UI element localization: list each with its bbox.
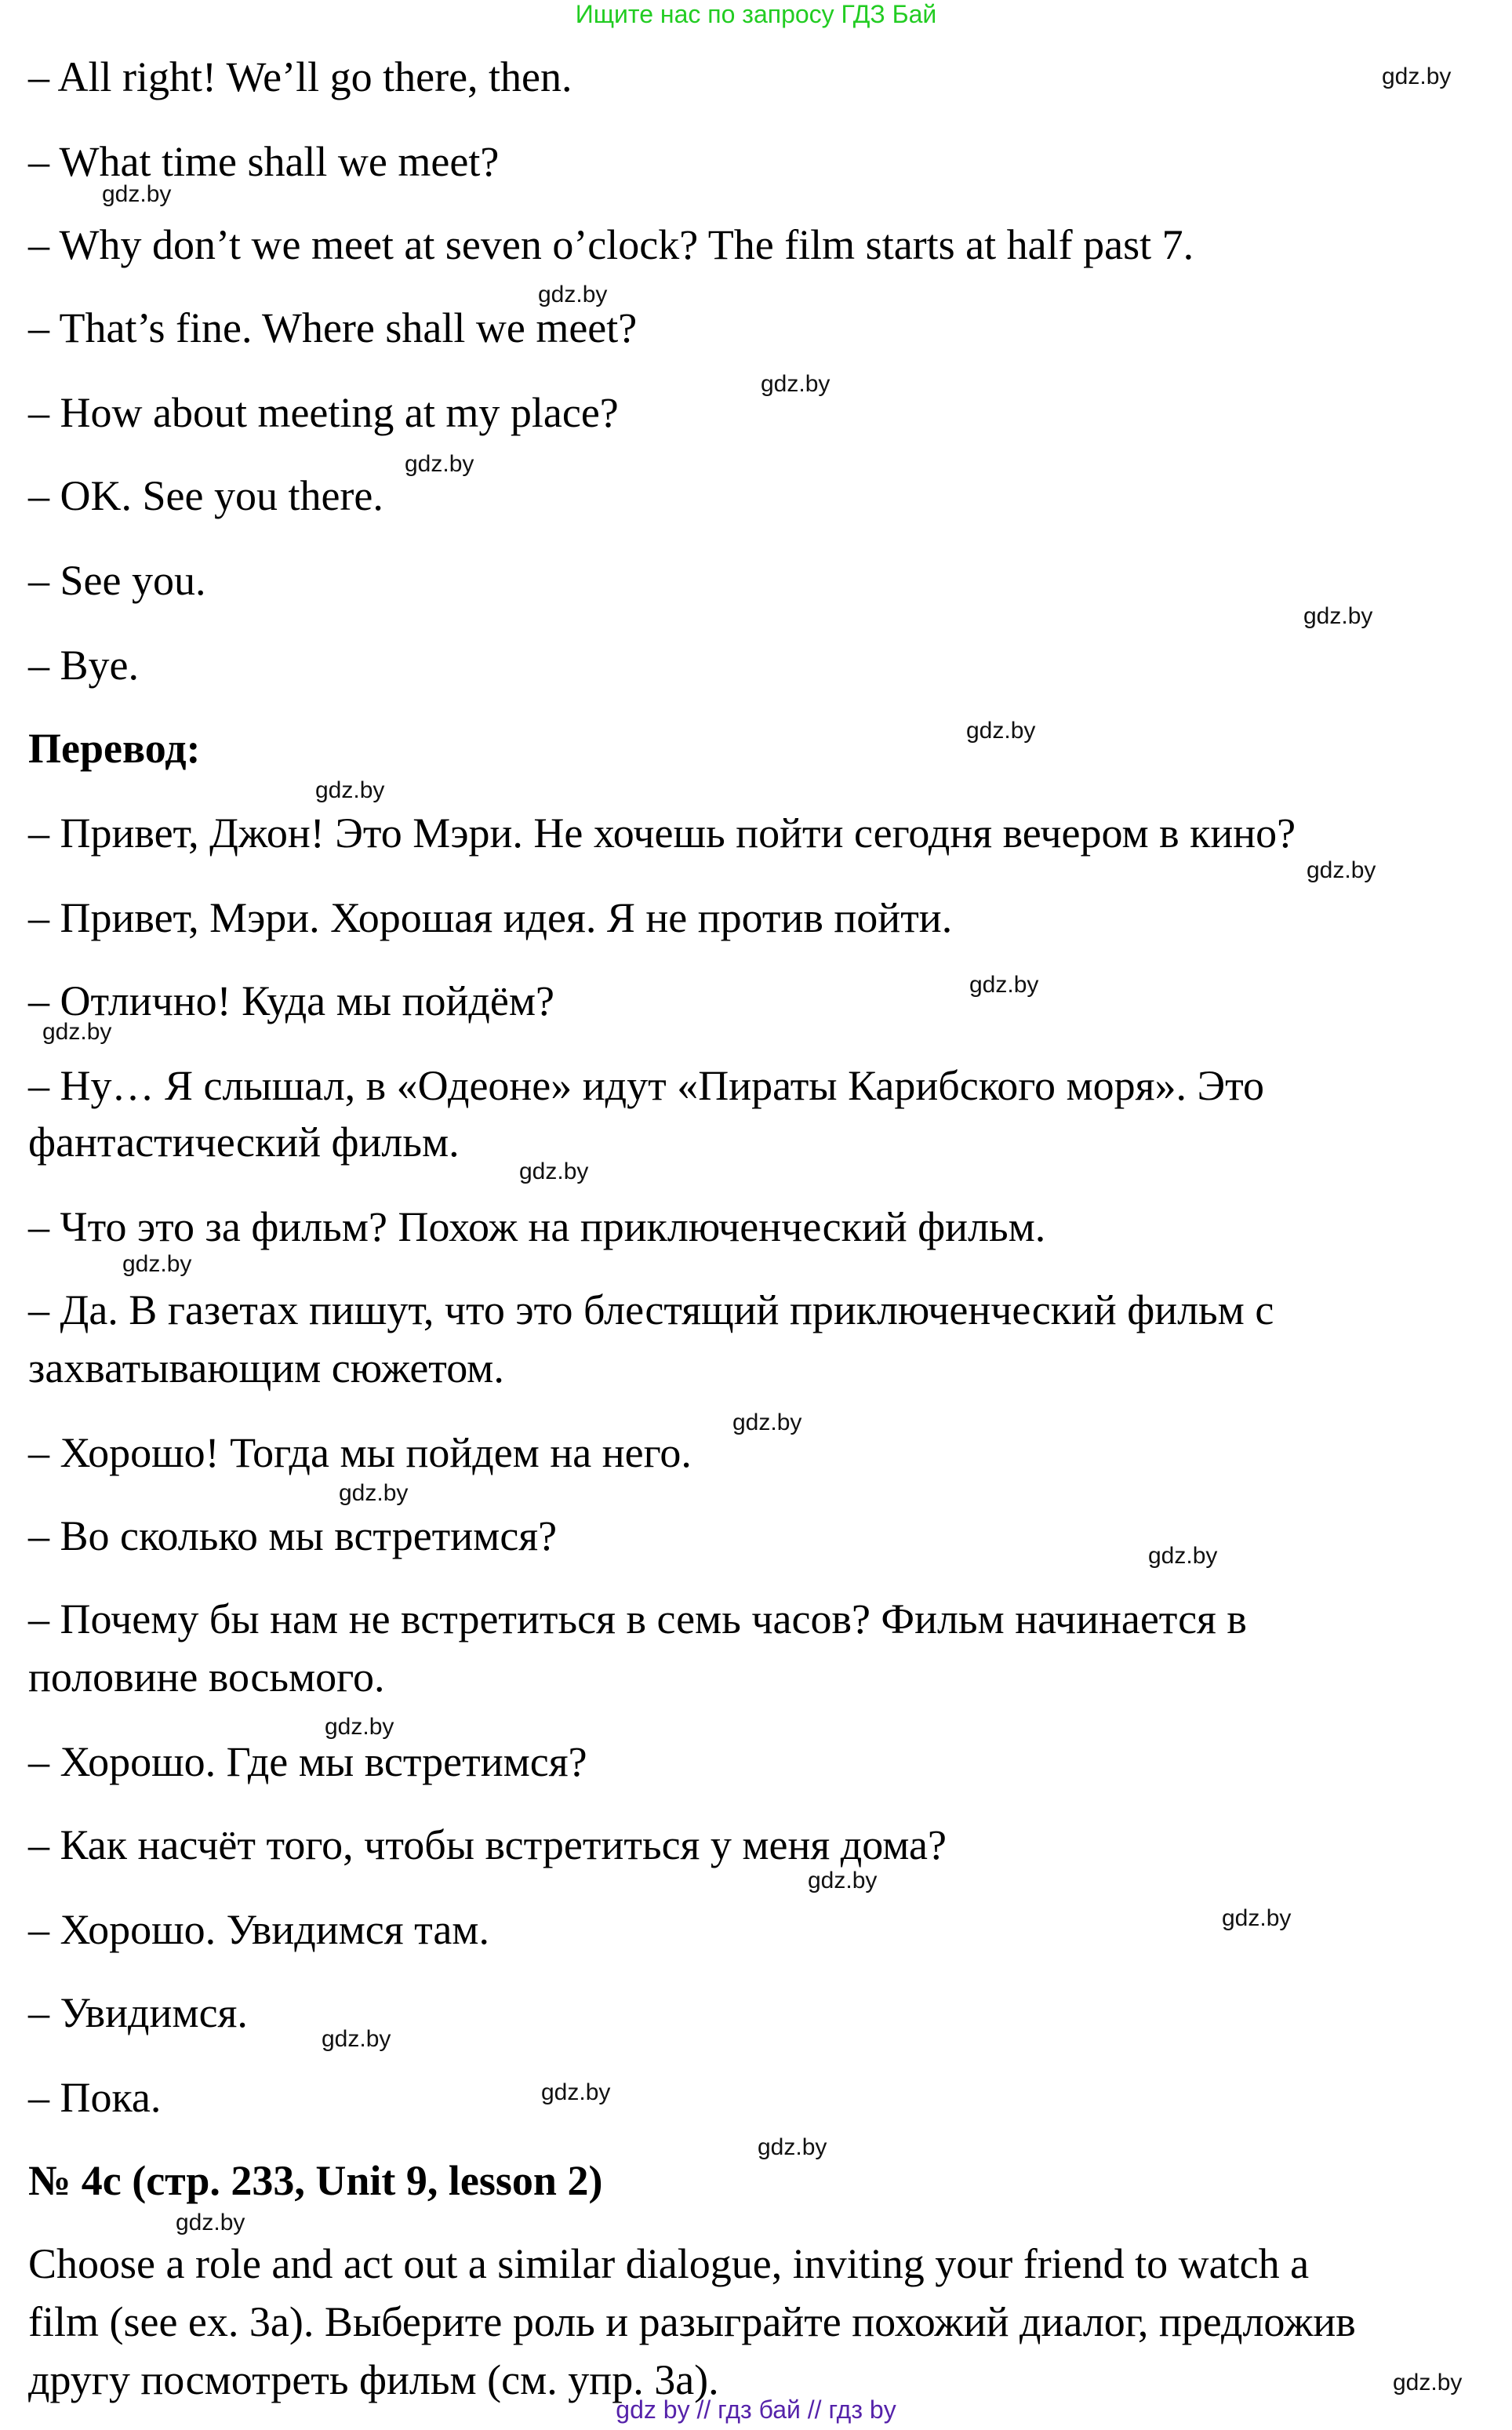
exercise-text-line: Choose a role and act out a similar dialogue, inviting your friend to watch a: [28, 2240, 1310, 2287]
watermark: gdz.by: [1222, 1905, 1292, 1931]
watermark: gdz.by: [1307, 857, 1376, 883]
exercise-heading: № 4c (стр. 233, Unit 9, lesson 2): [28, 2157, 603, 2204]
translation-line: – Да. В газетах пишут, что это блестящий приключенческий фильм с: [28, 1286, 1274, 1333]
watermark: gdz.by: [315, 777, 385, 803]
watermark: gdz.by: [176, 2210, 245, 2235]
translation-line: – Пока.: [28, 2074, 162, 2121]
dialogue-line: – That’s fine. Where shall we meet?: [28, 304, 638, 351]
translation-line: – Увидимся.: [28, 1989, 248, 2036]
dialogue-line: – Why don’t we meet at seven o’clock? The film starts at half past 7.: [28, 221, 1194, 268]
dialogue-line: – What time shall we meet?: [28, 138, 500, 185]
watermark: gdz.by: [122, 1251, 192, 1277]
watermark: gdz.by: [42, 1019, 112, 1045]
watermark: gdz.by: [519, 1159, 589, 1184]
watermark: gdz.by: [808, 1868, 878, 1893]
watermark: gdz.by: [322, 2026, 391, 2052]
translation-line: половине восьмого.: [28, 1653, 385, 1701]
translation-line: – Почему бы нам не встретиться в семь часов? Фильм начинается в: [28, 1595, 1247, 1642]
watermark: gdz.by: [325, 1714, 394, 1740]
translation-line: захватывающим сюжетом.: [28, 1344, 504, 1391]
translation-line: – Во сколько мы встретимся?: [28, 1512, 558, 1559]
exercise-text-line: другу посмотреть фильм (см. упр. 3а).: [28, 2356, 719, 2403]
watermark: gdz.by: [1393, 2370, 1463, 2395]
watermark: gdz.by: [732, 1410, 802, 1435]
dialogue-line: – Bye.: [28, 642, 139, 689]
watermark: gdz.by: [541, 2079, 611, 2105]
watermark: gdz.by: [1148, 1543, 1218, 1569]
translation-line: – Привет, Джон! Это Мэри. Не хочешь пойти сегодня вечером в кино?: [28, 809, 1296, 857]
translation-line: – Хорошо. Где мы встретимся?: [28, 1738, 587, 1785]
dialogue-line: – All right! We’ll go there, then.: [28, 53, 572, 100]
translation-line: – Ну… Я слышал, в «Одеоне» идут «Пираты Карибского моря». Это: [28, 1062, 1265, 1109]
translation-heading: Перевод:: [28, 725, 201, 772]
translation-line: – Отлично! Куда мы пойдём?: [28, 977, 554, 1024]
watermark: gdz.by: [1382, 64, 1452, 89]
watermark: gdz.by: [405, 451, 474, 477]
translation-line: – Хорошо. Увидимся там.: [28, 1906, 489, 1953]
watermark: gdz.by: [969, 972, 1039, 998]
watermark: gdz.by: [758, 2134, 827, 2160]
exercise-text-line: film (see ex. 3a). Выберите роль и разыграйте похожий диалог, предложив: [28, 2298, 1356, 2345]
watermark: gdz.by: [1303, 603, 1373, 629]
dialogue-line: – How about meeting at my place?: [28, 389, 619, 436]
translation-line: – Как насчёт того, чтобы встретиться у меня дома?: [28, 1821, 947, 1868]
dialogue-line: – OK. See you there.: [28, 472, 383, 519]
watermark: gdz.by: [339, 1480, 409, 1506]
translation-line: – Что это за фильм? Похож на приключенческий фильм.: [28, 1203, 1046, 1250]
footer-links[interactable]: gdz by // гдз бай // гдз by: [616, 2395, 896, 2424]
translation-line: – Хорошо! Тогда мы пойдем на него.: [28, 1429, 692, 1476]
watermark: gdz.by: [538, 282, 608, 307]
watermark: gdz.by: [761, 371, 831, 397]
search-banner[interactable]: Ищите нас по запросу ГДЗ Бай: [575, 0, 937, 28]
dialogue-line: – See you.: [28, 557, 206, 604]
watermark: gdz.by: [102, 181, 172, 207]
watermark: gdz.by: [966, 718, 1036, 744]
translation-line: – Привет, Мэри. Хорошая идея. Я не против пойти.: [28, 894, 953, 941]
translation-line: фантастический фильм.: [28, 1119, 460, 1166]
